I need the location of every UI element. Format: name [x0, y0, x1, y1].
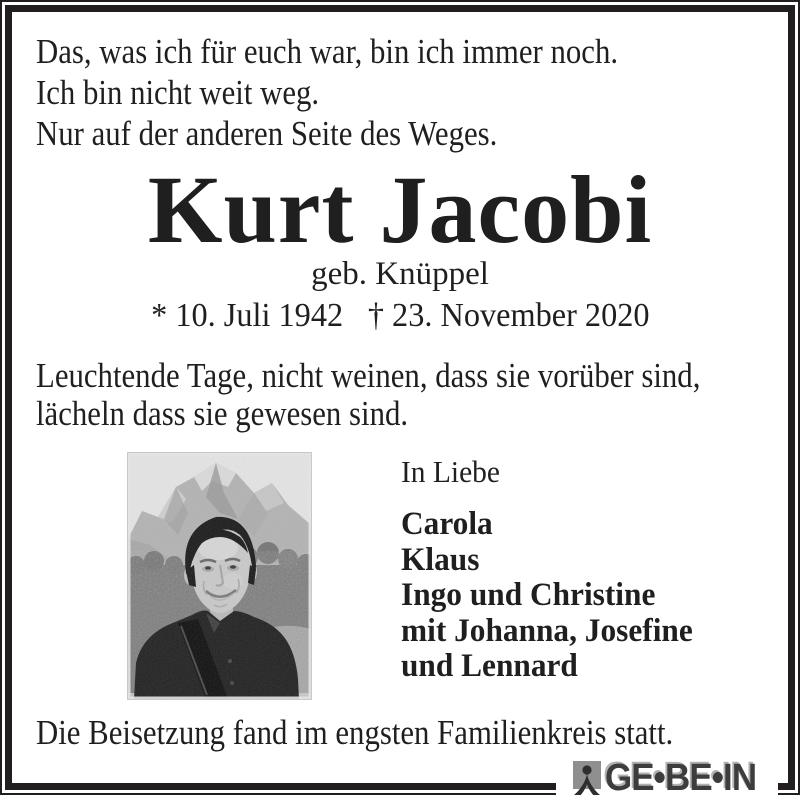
mourner-line	[401, 649, 708, 685]
mourner-name: Carola	[401, 506, 493, 542]
deceased-name-text: Kurt Jacobi	[147, 156, 653, 263]
life-dates-inner	[151, 297, 649, 335]
maiden-name	[0, 256, 800, 292]
mourner-line	[401, 614, 708, 650]
closing-note	[36, 714, 760, 752]
mourner-name: und Lennard	[401, 648, 578, 684]
opening-quote-text: Ich bin nicht weit weg.	[36, 73, 320, 112]
person-arch-icon	[572, 761, 602, 795]
life-dates	[0, 297, 800, 335]
memorial-verse	[36, 357, 791, 433]
closing-note-text: Die Beisetzung fand im engsten Familienkreis statt.	[36, 713, 674, 752]
mourner-line	[401, 507, 708, 543]
memorial-verse-line	[36, 357, 791, 395]
mourner-line	[401, 543, 708, 579]
opening-quote	[36, 31, 697, 154]
opening-quote-line	[36, 113, 697, 154]
maiden-name-text: geb. Knüppel	[311, 256, 489, 292]
opening-quote-text: Nur auf der anderen Seite des Weges.	[36, 114, 498, 153]
death-date: † 23. November 2020	[367, 297, 650, 334]
mourner-name: Klaus	[401, 541, 480, 578]
mourner-name: mit Johanna, Josefine	[401, 612, 693, 649]
deceased-name	[0, 156, 800, 263]
publisher-logo	[556, 754, 778, 795]
memorial-verse-text: lächeln dass sie gewesen sind.	[36, 394, 409, 433]
salutation-text: In Liebe	[401, 454, 500, 489]
memorial-verse-text: Leuchtende Tage, nicht weinen, dass sie vorüber sind,	[36, 356, 701, 395]
mourner-name: Ingo und Christine	[401, 577, 656, 613]
memorial-verse-line	[36, 395, 791, 433]
portrait-photo-graphic	[128, 453, 311, 699]
mourners-list	[401, 507, 708, 685]
birth-date: * 10. Juli 1942	[150, 297, 343, 334]
portrait-photo	[127, 452, 312, 700]
salutation	[401, 455, 505, 489]
opening-quote-line	[36, 72, 697, 113]
opening-quote-line	[36, 31, 697, 72]
opening-quote-text: Das, was ich für euch war, bin ich immer noch.	[36, 32, 619, 71]
mourner-line	[401, 578, 708, 614]
logo-wordmark: GE•BE•IN	[605, 757, 757, 795]
